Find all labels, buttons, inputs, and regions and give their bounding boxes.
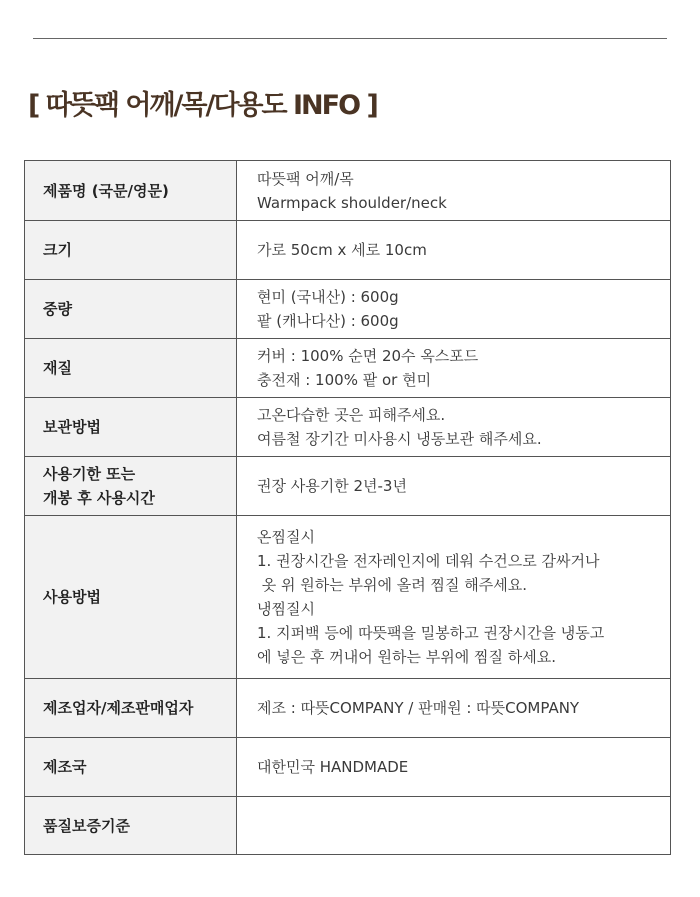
- value-text: 고온다습한 곳은 피해주세요.: [257, 406, 446, 424]
- value-text: 커버 : 100% 순면 20수 옥스포드: [257, 347, 479, 365]
- label-text: 사용기한 또는: [43, 465, 136, 483]
- row-label: [25, 161, 237, 221]
- value-text: 충전재 : 100% 팥 or 현미: [257, 371, 432, 389]
- row-label: [25, 280, 237, 339]
- table-row: [25, 280, 671, 339]
- table-row: [25, 738, 671, 797]
- value-text: 에 넣은 후 꺼내어 원하는 부위에 찜질 하세요.: [257, 648, 556, 666]
- row-value: [237, 339, 671, 398]
- top-divider: [33, 38, 667, 39]
- label-text: 제품명 (국문/영문): [43, 181, 169, 200]
- table-row: [25, 516, 671, 679]
- row-value: [237, 221, 671, 280]
- label-text: 제조국: [43, 758, 87, 776]
- value-text: 냉찜질시: [257, 600, 315, 618]
- value-text: 옷 위 원하는 부위에 올려 찜질 해주세요.: [257, 576, 527, 594]
- row-value: [237, 738, 671, 797]
- label-text: 중량: [43, 300, 72, 318]
- table-row: [25, 797, 671, 855]
- value-text: 온찜질시: [257, 528, 315, 546]
- value-text: Warmpack shoulder/neck: [257, 193, 447, 212]
- value-text: 제조 : 따뜻COMPANY / 판매원 : 따뜻COMPANY: [257, 699, 580, 717]
- row-value: [237, 398, 671, 457]
- table-row: [25, 679, 671, 738]
- value-text: 1. 지퍼백 등에 따뜻팩을 밀봉하고 권장시간을 냉동고: [257, 624, 605, 642]
- label-text: 개봉 후 사용시간: [43, 489, 155, 507]
- table-row: [25, 221, 671, 280]
- value-text: 팥 (캐나다산) : 600g: [257, 312, 399, 330]
- row-value: [237, 161, 671, 221]
- label-text: 제조업자/제조판매업자: [43, 699, 194, 717]
- row-label: [25, 457, 237, 516]
- value-text: 1. 권장시간을 전자레인지에 데워 수건으로 감싸거나: [257, 552, 600, 570]
- row-label: [25, 339, 237, 398]
- table-row: [25, 457, 671, 516]
- page-title: [ 따뜻팩 어깨/목/다용도 INFO ]: [28, 90, 377, 121]
- value-text: 대한민국 HANDMADE: [257, 758, 409, 776]
- row-label: [25, 516, 237, 679]
- value-text: 권장 사용기한 2년-3년: [257, 477, 407, 495]
- value-text: 여름철 장기간 미사용시 냉동보관 해주세요.: [257, 430, 542, 448]
- label-text: 크기: [43, 241, 72, 259]
- value-text: 따뜻팩 어깨/목: [257, 169, 354, 188]
- value-text: 가로 50cm x 세로 10cm: [257, 241, 427, 259]
- row-label: [25, 221, 237, 280]
- label-text: 품질보증기준: [43, 816, 130, 835]
- label-text: 보관방법: [43, 418, 101, 436]
- row-value: [237, 679, 671, 738]
- row-label: [25, 797, 237, 855]
- row-label: [25, 738, 237, 797]
- row-value-empty: [237, 797, 671, 855]
- table-row: [25, 339, 671, 398]
- table-row: [25, 398, 671, 457]
- row-label: [25, 398, 237, 457]
- row-value: [237, 516, 671, 679]
- value-text: 현미 (국내산) : 600g: [257, 288, 399, 306]
- label-text: 재질: [43, 359, 72, 377]
- label-text: 사용방법: [43, 588, 101, 606]
- row-value: [237, 280, 671, 339]
- table-row: [25, 161, 671, 221]
- row-label: [25, 679, 237, 738]
- row-value: [237, 457, 671, 516]
- product-info-table: [24, 160, 671, 855]
